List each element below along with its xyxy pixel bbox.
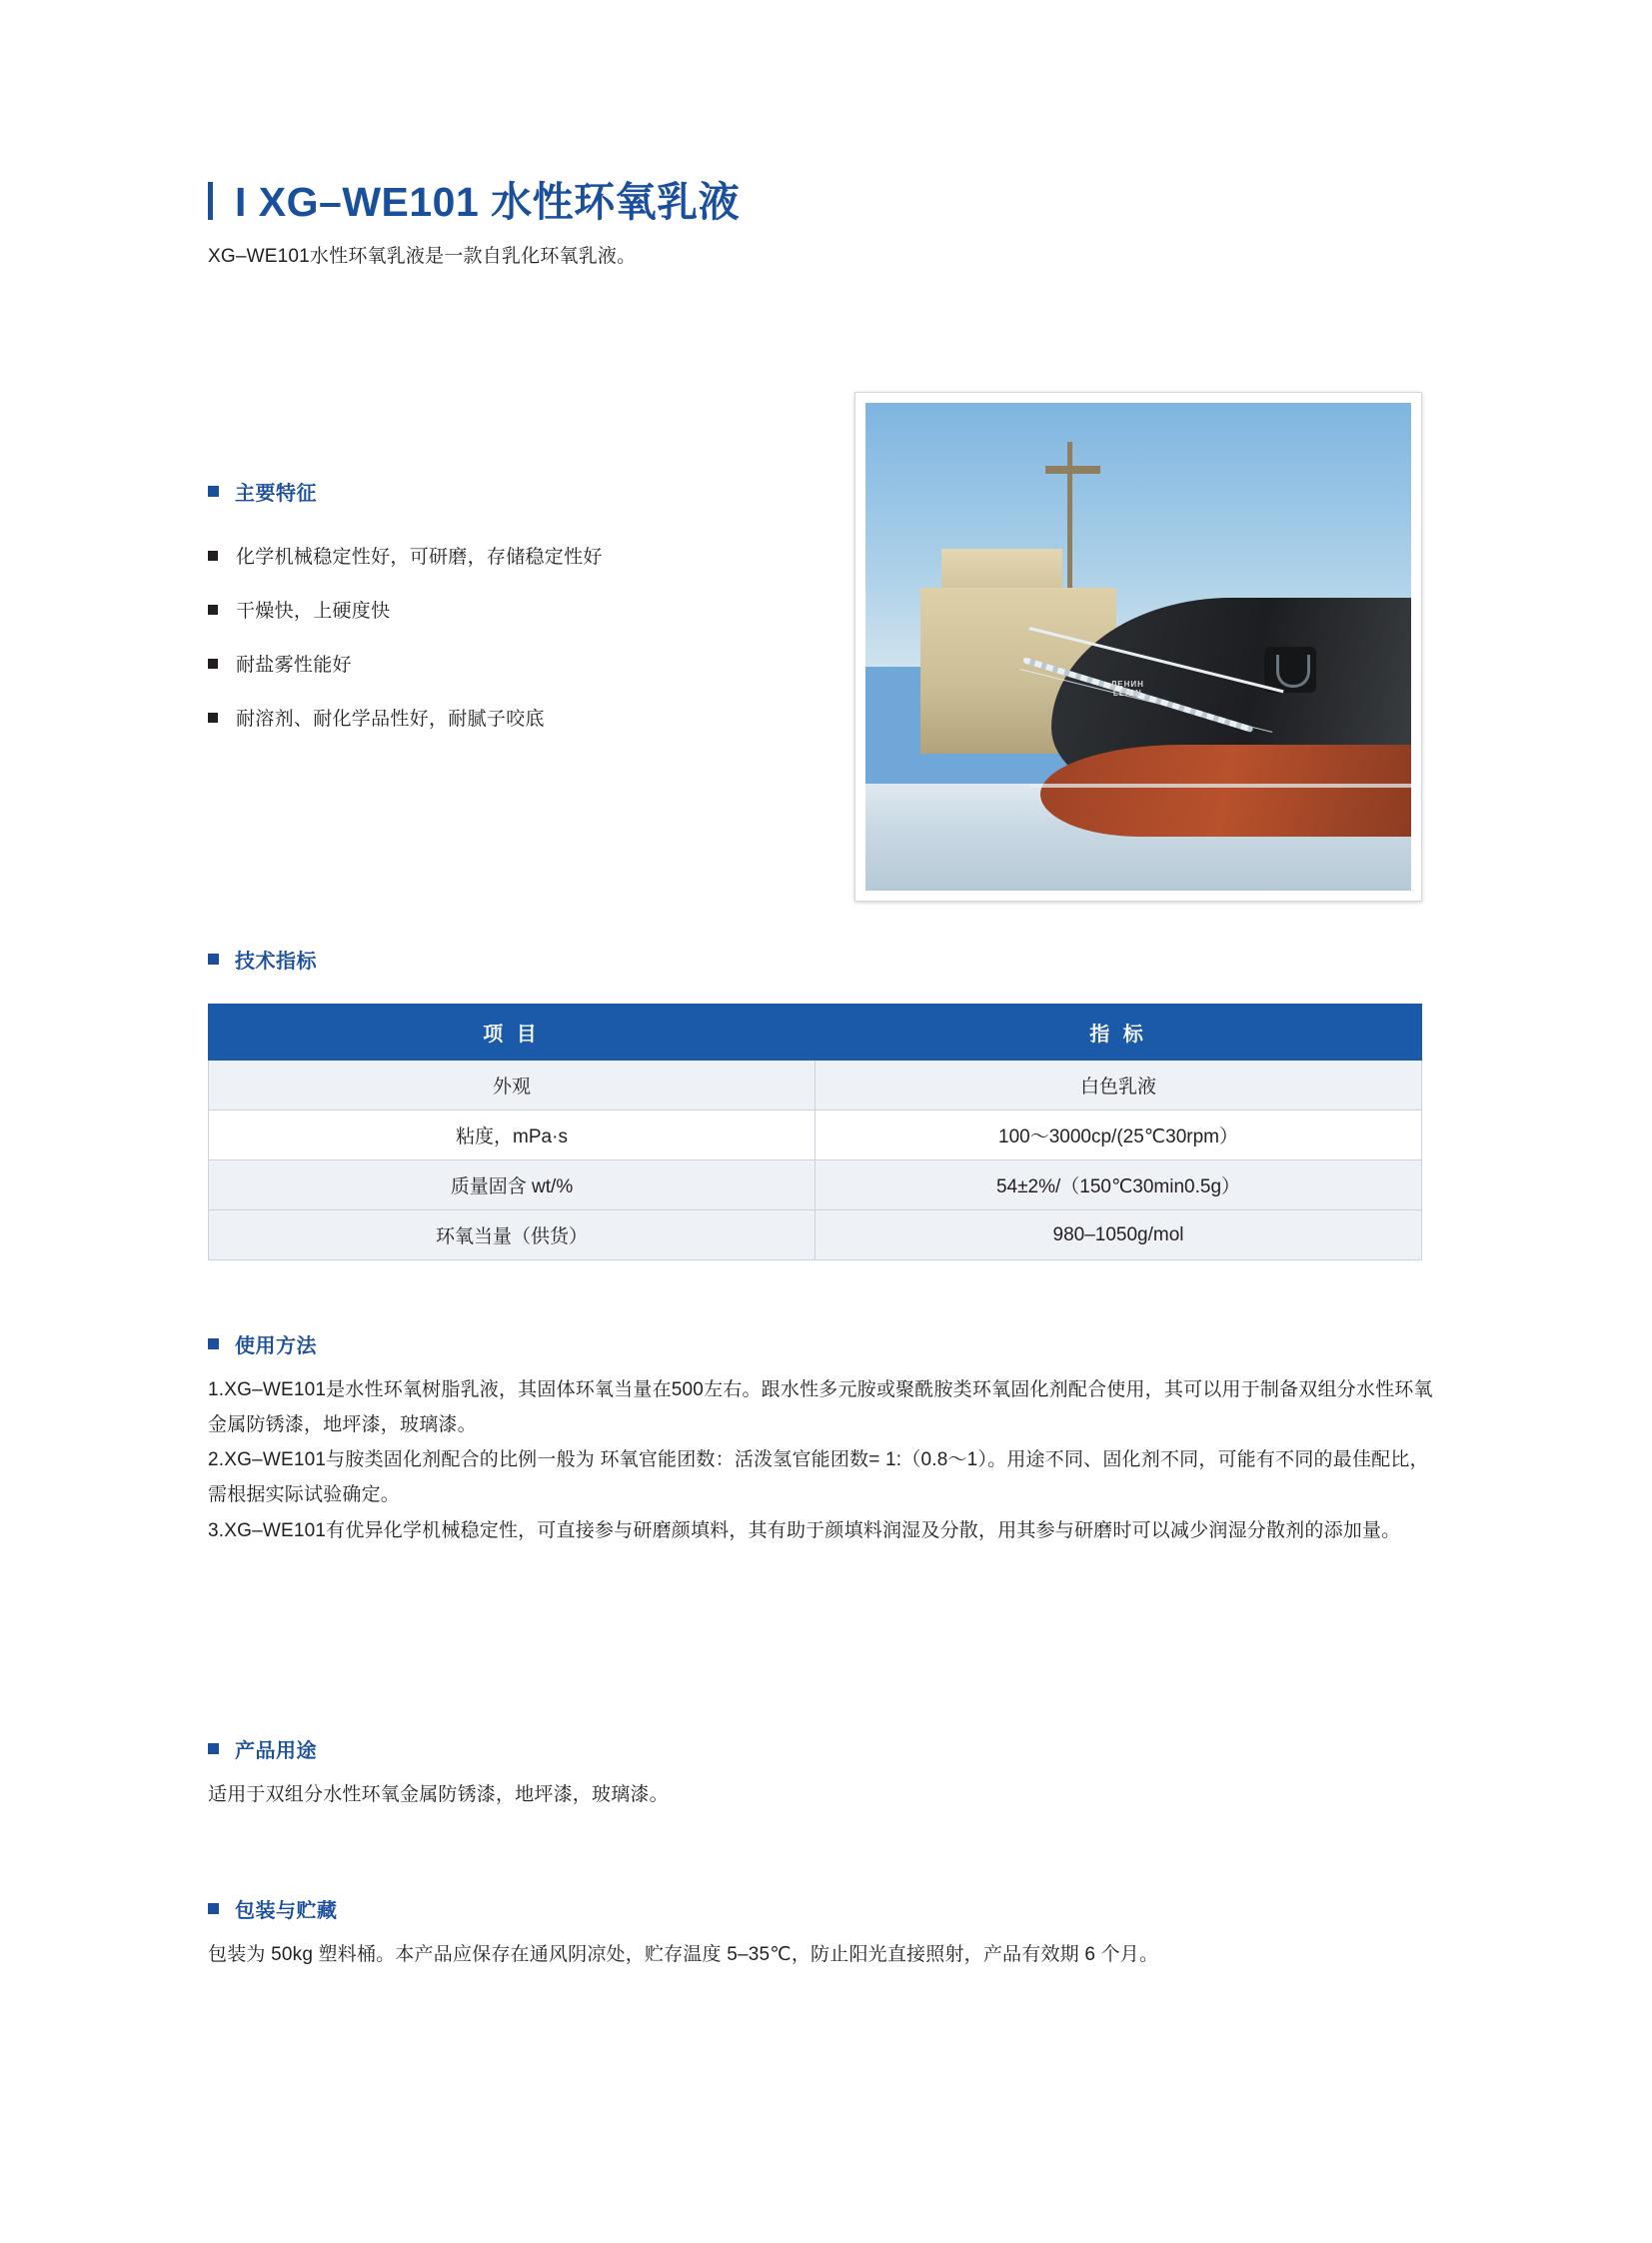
cell-item: 外观 bbox=[209, 1061, 816, 1111]
usage-paragraph: 3.XG–WE101有优异化学机械稳定性，可直接参与研磨颜填料，其有助于颜填料润湿及分散，用其参与研磨时可以减少润湿分散剂的添加量。 bbox=[208, 1519, 1401, 1541]
bullet-square-icon bbox=[208, 551, 218, 561]
photo-anchor bbox=[1264, 647, 1316, 693]
usage-paragraph: 1.XG–WE101是水性环氧树脂乳液，其固体环氧当量在500左右。跟水性多元胺或聚酰胺类环氧固化剂配合使用，其可以用于制备双组分水性环氧金属防锈漆，地坪漆，玻璃漆。 bbox=[208, 1379, 1433, 1436]
feature-text: 耐盐雾性能好 bbox=[236, 655, 352, 676]
features-section bbox=[208, 477, 827, 758]
packing-section bbox=[208, 1894, 1437, 1972]
features-heading bbox=[208, 477, 827, 506]
tech-section bbox=[208, 945, 1437, 1260]
cell-spec: 54±2%/（150℃30min0.5g） bbox=[816, 1160, 1422, 1210]
photo-hull-antifouling bbox=[1040, 745, 1411, 838]
list-item bbox=[208, 542, 827, 569]
bullet-square-icon bbox=[208, 605, 218, 615]
list-item bbox=[208, 596, 827, 623]
table-header-row bbox=[209, 1005, 1422, 1061]
product-photo-frame bbox=[854, 392, 1422, 902]
purpose-section bbox=[208, 1734, 1437, 1812]
page-subtitle: XG–WE101水性环氧乳液是一款自乳化环氧乳液。 bbox=[208, 246, 637, 268]
photo-ship-name bbox=[1111, 681, 1144, 699]
cell-spec: 白色乳液 bbox=[816, 1061, 1422, 1111]
purpose-paragraph: 适用于双组分水性环氧金属防锈漆，地坪漆，玻璃漆。 bbox=[208, 1784, 669, 1805]
packing-body bbox=[208, 1937, 1437, 1972]
ship-name-cyrillic: ЛЕНИН bbox=[1110, 680, 1144, 690]
title-accent-bar bbox=[208, 182, 213, 220]
cell-spec: 100～3000cp/(25℃30rpm） bbox=[816, 1111, 1422, 1160]
packing-heading bbox=[208, 1894, 1437, 1923]
bullet-square-icon bbox=[208, 659, 218, 669]
usage-heading bbox=[208, 1329, 1437, 1358]
column-header-item: 项 目 bbox=[209, 1005, 816, 1061]
packing-heading-label: 包装与贮藏 bbox=[235, 1900, 338, 1922]
usage-body bbox=[208, 1372, 1437, 1548]
table-row bbox=[209, 1160, 1422, 1210]
purpose-heading-label: 产品用途 bbox=[235, 1740, 317, 1762]
packing-paragraph: 包装为 50kg 塑料桶。本产品应保存在通风阴凉处，贮存温度 5–35℃，防止阳光直接照射，产品有效期 6 个月。 bbox=[208, 1944, 1159, 1965]
ship-name-latin: LENIN bbox=[1112, 688, 1142, 698]
list-item bbox=[208, 704, 827, 731]
tech-heading-label: 技术指标 bbox=[235, 951, 317, 973]
purpose-body bbox=[208, 1777, 1437, 1812]
feature-text: 干燥快，上硬度快 bbox=[236, 601, 391, 622]
usage-section bbox=[208, 1329, 1437, 1548]
table-row bbox=[209, 1061, 1422, 1111]
table-row bbox=[209, 1210, 1422, 1260]
tech-heading bbox=[208, 945, 1437, 974]
photo-waterline bbox=[1029, 784, 1411, 788]
list-item bbox=[208, 650, 827, 677]
usage-heading-label: 使用方法 bbox=[235, 1335, 317, 1357]
bullet-square-icon bbox=[208, 954, 219, 965]
cell-item: 环氧当量（供货） bbox=[209, 1210, 816, 1260]
photo-mast bbox=[1067, 442, 1072, 608]
cell-spec: 980–1050g/mol bbox=[816, 1210, 1422, 1260]
page-title-row bbox=[208, 178, 1437, 225]
feature-list bbox=[208, 542, 827, 731]
bullet-square-icon bbox=[208, 1743, 219, 1754]
feature-text: 化学机械稳定性好，可研磨，存储稳定性好 bbox=[236, 547, 603, 568]
cell-item: 粘度，mPa·s bbox=[209, 1111, 816, 1160]
tech-table bbox=[208, 1004, 1422, 1260]
feature-text: 耐溶剂、耐化学品性好，耐腻子咬底 bbox=[236, 709, 545, 730]
purpose-heading bbox=[208, 1734, 1437, 1763]
bullet-square-icon bbox=[208, 1903, 219, 1914]
bullet-square-icon bbox=[208, 1338, 219, 1349]
page-title: I XG–WE101 水性环氧乳液 bbox=[235, 179, 741, 225]
cell-item: 质量固含 wt/% bbox=[209, 1160, 816, 1210]
bullet-square-icon bbox=[208, 486, 219, 497]
table-row bbox=[209, 1111, 1422, 1160]
bullet-square-icon bbox=[208, 713, 218, 723]
photo-mast-crossbar bbox=[1045, 466, 1100, 474]
column-header-spec: 指 标 bbox=[816, 1005, 1422, 1061]
ship-photo bbox=[865, 403, 1411, 891]
usage-paragraph: 2.XG–WE101与胺类固化剂配合的比例一般为 环氧官能团数：活泼氢官能团数= 1:（0.8～1）。用途不同、固化剂不同，可能有不同的最佳配比，需根据实际试验确定。 bbox=[208, 1449, 1429, 1506]
title-block bbox=[208, 0, 1437, 268]
features-heading-label: 主要特征 bbox=[235, 483, 317, 505]
